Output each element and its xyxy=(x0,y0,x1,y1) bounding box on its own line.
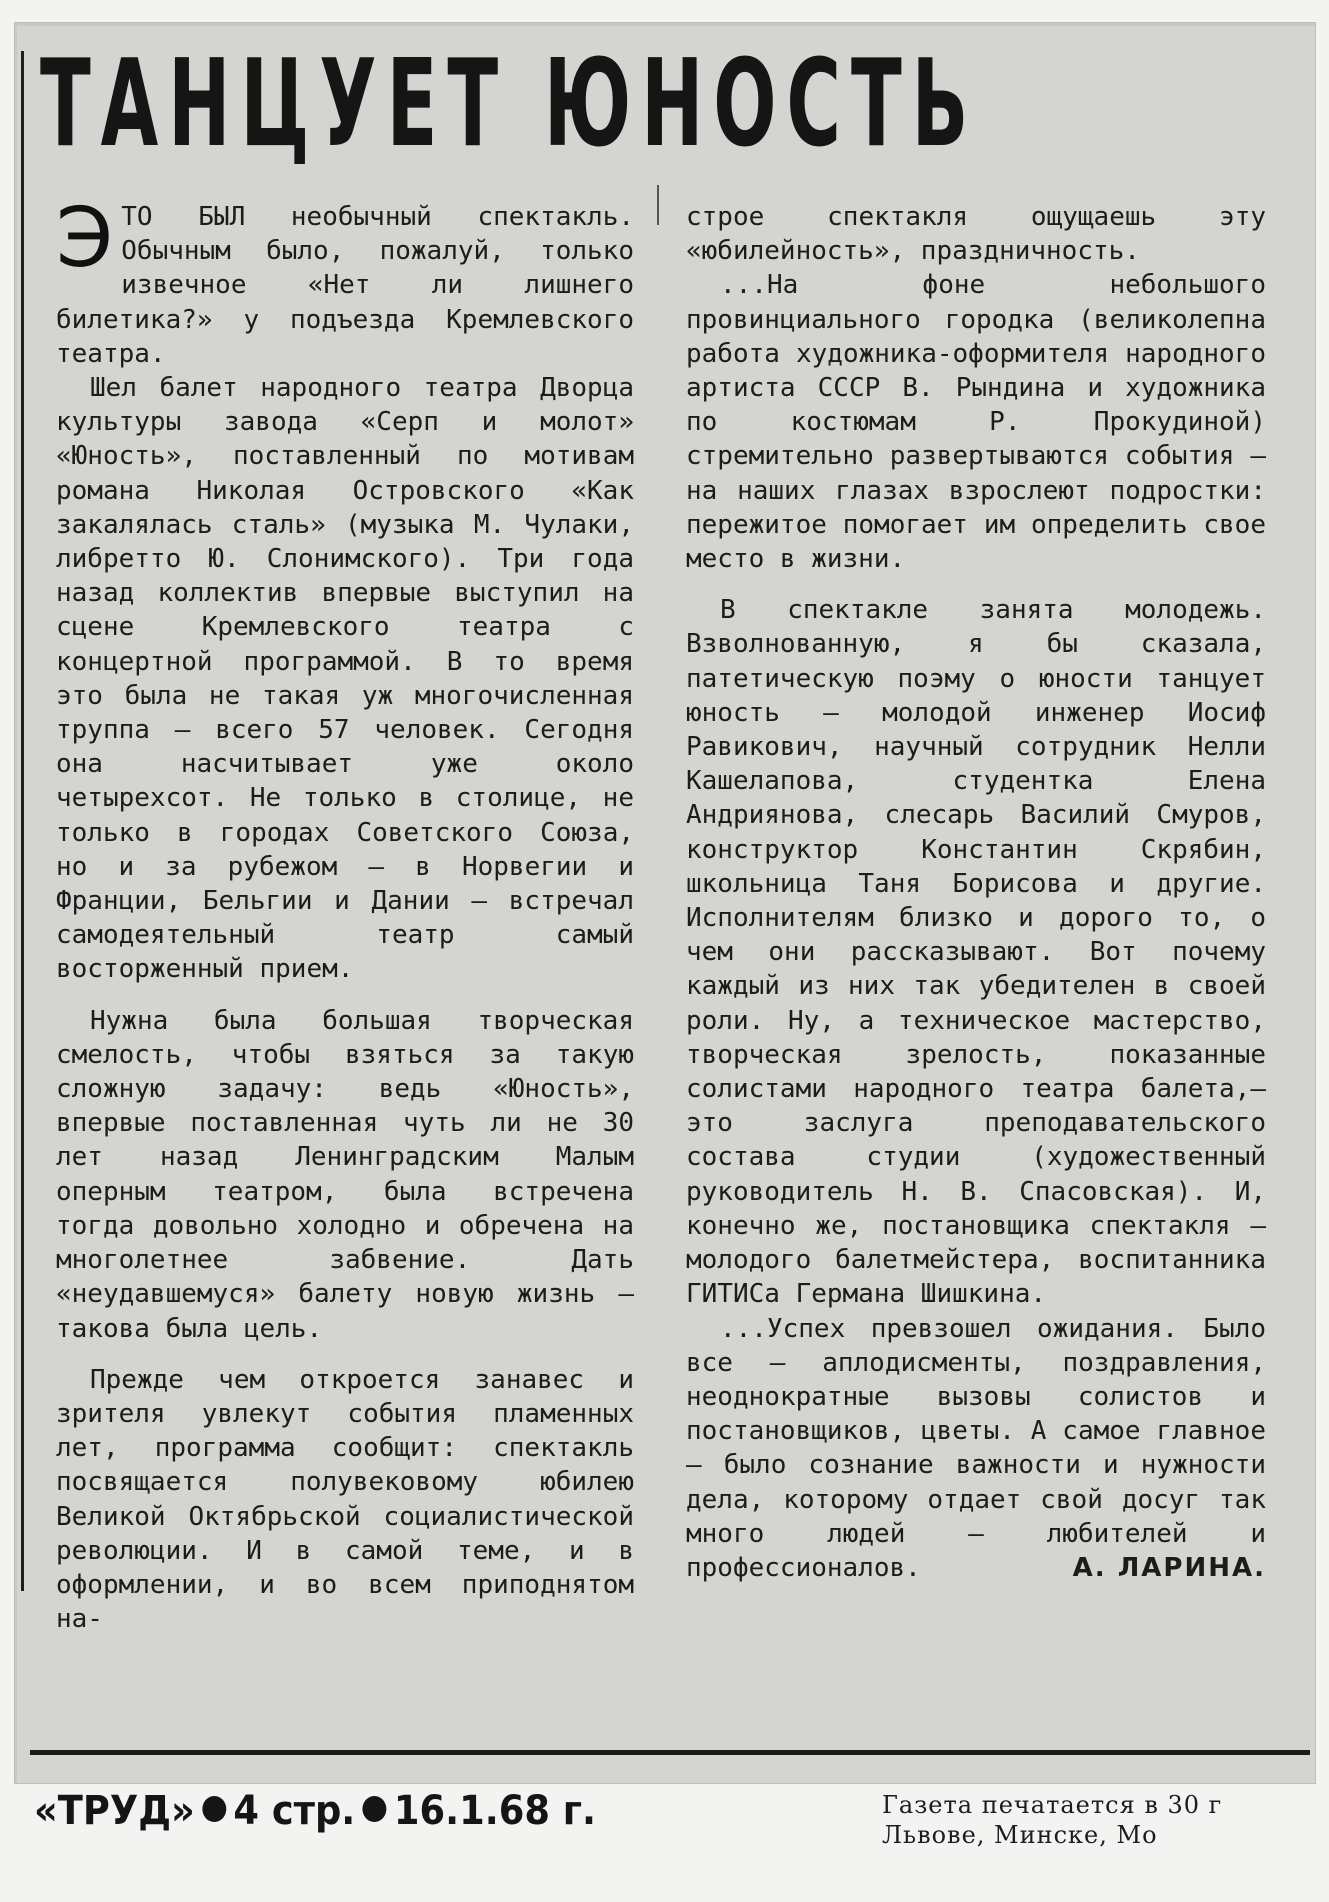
paragraph-text: ТО БЫЛ необычный спектакль. Обычным было, пожалуй, только извечное «Нет ли лишнего билетика?» у подъезда Кремлевского театра. xyxy=(56,202,634,369)
article-headline: ТАНЦУЕТ ЮНОСТЬ xyxy=(40,35,979,174)
footer-rule xyxy=(30,1750,1310,1755)
footer-printing-note xyxy=(882,1790,1302,1850)
article-paragraph: Нужна была большая творческая смелость, чтобы взяться за такую сложную задачу: ведь «Юность», впервые поставленная чуть ли не 30 лет назад Ленинградским Малым оперным театром, была встречена тогда довольно холодно и обречена на многолетнее забвение. Дать «неудавшемуся» балету новую жизнь — такова была цель. xyxy=(56,1005,634,1344)
bullet-icon xyxy=(363,1796,387,1822)
article-paragraph xyxy=(686,1312,1266,1586)
printing-note-line: Львове, Минске, Мо xyxy=(882,1821,1158,1849)
article-paragraph: строе спектакля ощущаешь эту «юбилейность», праздничность. xyxy=(686,202,1266,267)
article-paragraph: В спектакле занята молодежь. Взволнованную, я бы сказала, патетическую поэму о юности танцует юность — молодой инженер Иосиф Равикович, научный сотрудник Нелли Кашелапова, студентка Елена Андриянова, слесарь Василий Смуров, конструктор Константин Скрябин, школьница Таня Борисова и другие. Исполнителям близко и дорого то, о чем они рассказывают. Вот почему каждый из них так убедителен в своей роли. Ну, а техническое мастерство, творческая зрелость, показанные солистами народного театра балета,— это заслуга преподавательского состава студии (художественный руководитель Н. В. Спасовская). И, конечно же, постановщика спектакля — молодого балетмейстера, воспитанника ГИТИСа Германа Шишкина. xyxy=(686,595,1266,1310)
issue-date: 16.1.68 г. xyxy=(393,1788,596,1834)
bullet-icon xyxy=(202,1796,226,1822)
paragraph-text: ...Успех превзошел ожидания. Было все — аплодисменты, поздравления, неоднократные вызовы солистов и постановщиков, цветы. А самое главное — было сознание важности и нужности дела, которому отдает свой досуг так много людей — любителей и профессионалов. xyxy=(686,1313,1266,1583)
drop-cap: Э xyxy=(56,191,114,286)
article-paragraph: ...На фоне небольшого провинциального городка (великолепна работа художника-оформителя народного артиста СССР В. Рындина и художника по костюмам Р. Прокудиной) стремительно развертываются события — на наших глазах взрослеют подростки: пережитое помогает им определить свое место в жизни. xyxy=(686,270,1266,575)
column-divider xyxy=(657,185,659,225)
newspaper-name: «ТРУД» xyxy=(34,1788,195,1834)
article-paragraph: Шел балет народного театра Дворца культуры завода «Серп и молот» «Юность», поставленный по мотивам романа Николая Островского «Как закалялась сталь» (музыка М. Чулаки, либретто Ю. Слонимского). Три года назад коллектив впервые выступил на сцене Кремлевского театра с концертной программой. В то время это была не такая уж многочисленная труппа — всего 57 человек. Сегодня она насчитывает уже около четырехсот. Не только в столице, не только в городах Советского Союза, но и за рубежом — в Норвегии и Франции, Бельгии и Дании — встречал самодеятельный театр самый восторженный прием. xyxy=(56,373,634,985)
article-paragraph: Прежде чем откроется занавес и зрителя увлекут события пламенных лет, программа сообщит: спектакль посвящается полувековому юбилею Великой Октябрьской социалистической революции. И в самой теме, и в оформлении, и во всем приподнятом на- xyxy=(56,1364,634,1635)
footer-source xyxy=(34,1786,596,1836)
newspaper-footer xyxy=(30,1768,1310,1868)
article-column-left xyxy=(56,191,634,1636)
printing-note-line: Газета печатается в 30 г xyxy=(882,1791,1223,1819)
article-paragraph xyxy=(56,191,634,371)
author-signature: А. ЛАРИНА. xyxy=(1072,1552,1266,1583)
article-column-right xyxy=(686,200,1266,1585)
page-number: 4 стр. xyxy=(233,1788,356,1834)
